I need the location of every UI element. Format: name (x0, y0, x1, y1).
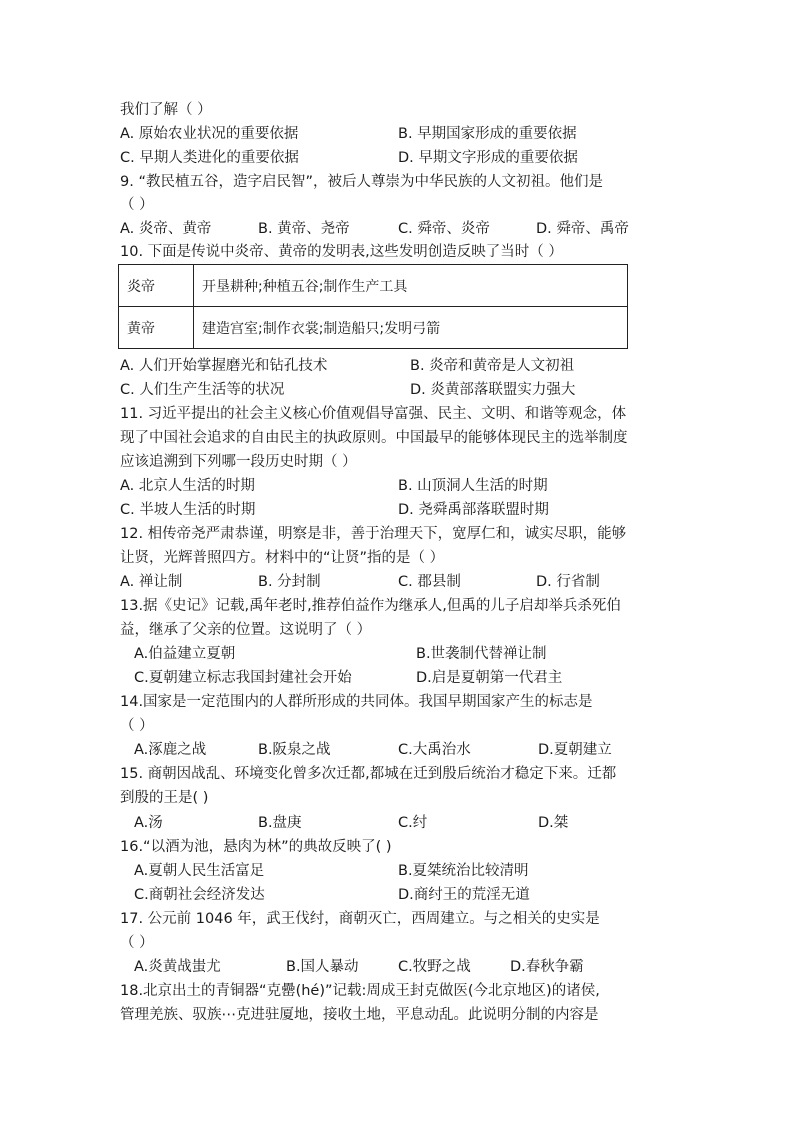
table-row (119, 307, 628, 349)
q8-option-a: A. 原始农业状况的重要依据 (120, 126, 299, 142)
q10-option-b: B. 炎帝和黄帝是人文初祖 (410, 358, 575, 374)
q10-option-a: A. 人们开始掌握磨光和钻孔技术 (120, 358, 328, 374)
q12-option-c: C. 郡县制 (398, 574, 461, 590)
q8-stem-end: 我们了解（ ） (120, 102, 212, 118)
q9-option-c: C. 舜帝、炎帝 (398, 221, 490, 237)
q12-stem-1: 12. 相传帝尧严肃恭谨，明察是非，善于治理天下，宽厚仁和，诚实尽职，能够 (120, 526, 627, 542)
q10-stem: 10. 下面是传说中炎帝、黄帝的发明表,这些发明创造反映了当时（ ） (120, 244, 563, 260)
q17-blank: （ ） (120, 935, 154, 951)
q12-option-a: A. 禅让制 (120, 574, 183, 590)
q18-stem-1: 18.北京出土的青铜器“克罍(hé)”记载:周成王封克做医(今北京地区)的诸侯, (120, 983, 600, 999)
q11-option-a: A. 北京人生活的时期 (120, 478, 255, 494)
inventions-table (118, 264, 628, 349)
q11-option-c: C. 半坡人生活的时期 (120, 502, 256, 518)
q11-stem-2: 现了中国社会追求的自由民主的执政原则。中国最早的能够体现民主的选举制度 (120, 430, 628, 446)
q13-option-c: C.夏朝建立标志我国封建社会开始 (134, 670, 352, 686)
q11-option-b: B. 山顶洞人生活的时期 (398, 478, 548, 494)
q9-option-b: B. 黄帝、尧帝 (258, 221, 350, 237)
q13-option-d: D.启是夏朝第一代君主 (416, 670, 563, 686)
q11-stem-3: 应该追溯到下列哪一段历史时期（ ） (120, 454, 357, 470)
q15-option-c: C.纣 (398, 815, 428, 831)
q18-stem-2: 管理羌族、驭族⋯克进驻厦地，接收土地，平息动乱。此说明分制的内容是 (120, 1007, 599, 1023)
q16-stem: 16.“以酒为池，悬肉为林”的典故反映了( ) (120, 839, 392, 855)
table-cell-name: 黄帝 (119, 307, 194, 349)
q8-option-d: D. 早期文字形成的重要依据 (398, 150, 578, 166)
q9-stem: 9. “教民植五谷，造字启民智”，被后人尊崇为中华民族的人文初祖。他们是 (120, 174, 603, 190)
table-row (119, 265, 628, 307)
q10-option-c: C. 人们生产生活等的状况 (120, 382, 285, 398)
q9-option-d: D. 舜帝、禹帝 (536, 221, 629, 237)
q8-option-c: C. 早期人类进化的重要依据 (120, 150, 299, 166)
table-cell-name: 炎帝 (119, 265, 194, 307)
q12-option-d: D. 行省制 (536, 574, 600, 590)
q13-stem-2: 益，继承了父亲的位置。这说明了（ ） (120, 622, 372, 638)
q14-option-c: C.大禹治水 (398, 742, 471, 758)
q13-option-b: B.世袭制代替禅让制 (416, 646, 547, 662)
q14-option-a: A.涿鹿之战 (134, 742, 207, 758)
table-cell-inventions: 开垦耕种;种植五谷;制作生产工具 (194, 265, 628, 307)
q17-option-b: B.国人暴动 (286, 959, 359, 975)
q14-stem: 14.国家是一定范围内的人群所形成的共同体。我国早期国家产生的标志是 (120, 694, 593, 710)
q17-option-a: A.炎黄战蚩尤 (134, 959, 221, 975)
q15-option-b: B.盘庚 (258, 815, 302, 831)
q13-stem-1: 13.据《史记》记载,禹年老时,推荐伯益作为继承人,但禹的儿子启却举兵杀死伯 (120, 598, 621, 614)
q15-stem-2: 到殷的王是( ) (120, 790, 209, 806)
q13-option-a: A.伯益建立夏朝 (134, 646, 236, 662)
q14-blank: （ ） (120, 718, 154, 734)
q16-option-a: A.夏朝人民生活富足 (134, 863, 265, 879)
q10-option-d: D. 炎黄部落联盟实力强大 (410, 382, 576, 398)
q17-option-d: D.春秋争霸 (510, 959, 584, 975)
q15-option-d: D.桀 (538, 815, 569, 831)
q14-option-d: D.夏朝建立 (538, 742, 612, 758)
q11-stem-1: 11. 习近平提出的社会主义核心价值观倡导富强、民主、文明、和谐等观念，体 (120, 406, 627, 422)
q8-option-b: B. 早期国家形成的重要依据 (398, 126, 577, 142)
q12-option-b: B. 分封制 (258, 574, 321, 590)
q17-stem: 17. 公元前 1046 年，武王伐纣，商朝灭亡，西周建立。与之相关的史实是 (120, 911, 600, 927)
q14-option-b: B.阪泉之战 (258, 742, 331, 758)
q12-stem-2: 让贤，光辉普照四方。材料中的“让贤”指的是（ ） (120, 550, 445, 566)
q17-option-c: C.牧野之战 (398, 959, 471, 975)
q16-option-d: D.商纣王的荒淫无道 (398, 887, 530, 903)
q15-stem-1: 15. 商朝因战乱、环境变化曾多次迁都,都城在迁到殷后统治才稳定下来。迁都 (120, 766, 617, 782)
q16-option-b: B.夏桀统治比较清明 (398, 863, 529, 879)
q15-option-a: A.汤 (134, 815, 163, 831)
q11-option-d: D. 尧舜禹部落联盟时期 (398, 502, 549, 518)
q9-blank: （ ） (120, 197, 154, 213)
q16-option-c: C.商朝社会经济发达 (134, 887, 265, 903)
table-cell-inventions: 建造宫室;制作衣裳;制造船只;发明弓箭 (194, 307, 628, 349)
q9-option-a: A. 炎帝、黄帝 (120, 221, 212, 237)
